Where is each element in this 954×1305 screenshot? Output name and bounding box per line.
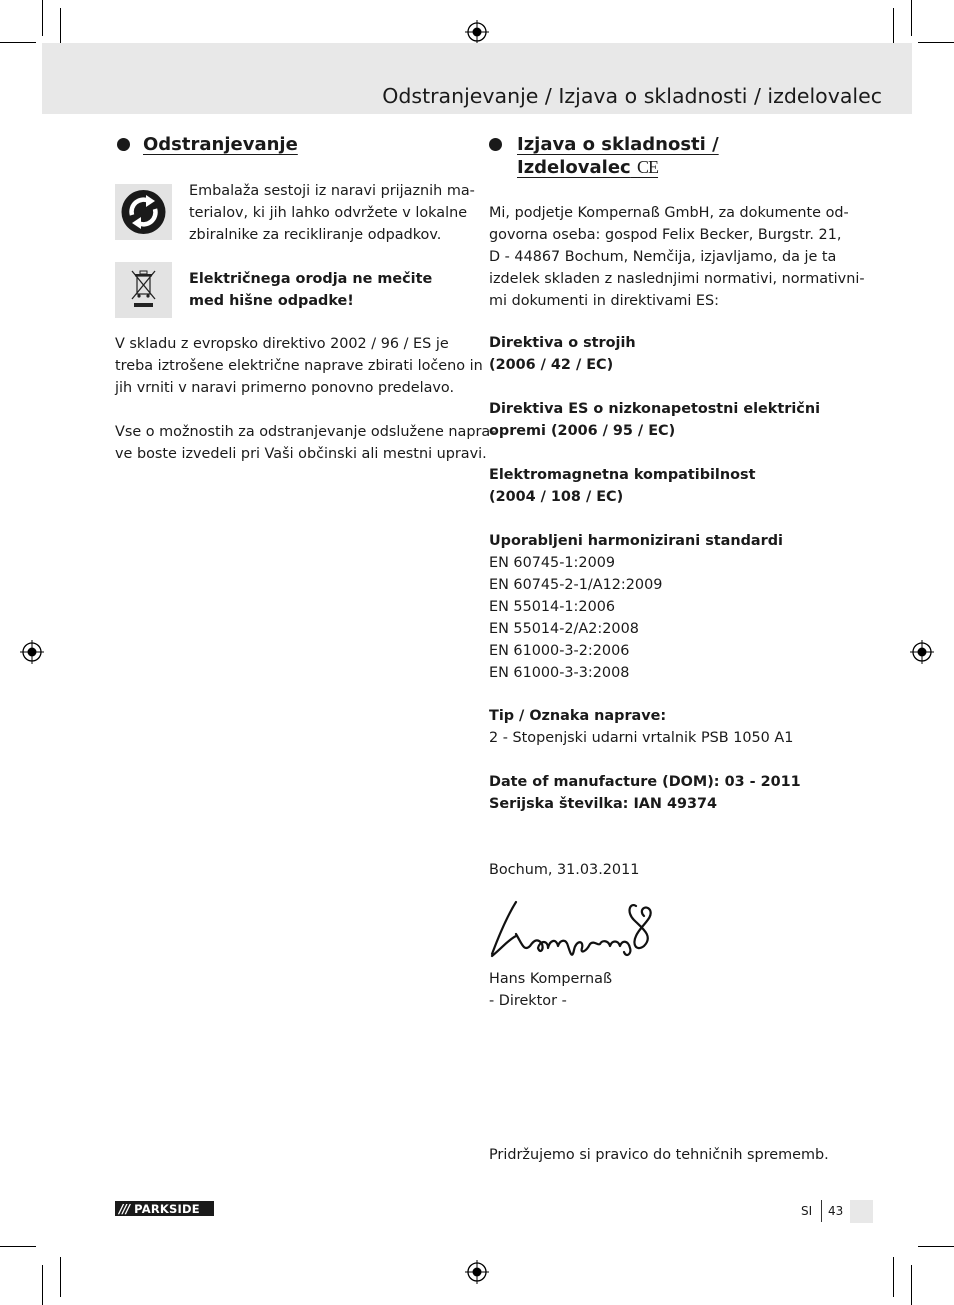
directive-emc: Elektromagnetna kompatibilnost (2004 / 108 / EC) xyxy=(489,467,756,505)
bullet-icon xyxy=(489,138,502,151)
declaration-intro: Mi, podjetje Kompernaß GmbH, za dokumente od- govorna oseba: gospod Felix Becker, Burgstr. 21, D - 44867 Bochum, Nemčija, izjavljamo, da je ta izdelek skladen z naslednjimi normativi, normativni- mi dokumenti in direktivami ES: xyxy=(489,205,865,309)
weee-warning: Električnega orodja ne mečite med hišne odpadke! xyxy=(189,271,433,309)
signature xyxy=(486,896,662,964)
recycle-icon xyxy=(115,184,172,240)
footnote: Pridržujemo si pravico do tehničnih sprememb. xyxy=(489,1147,829,1163)
crop-mark xyxy=(0,1246,36,1247)
standard-item: EN 60745-1:2009 xyxy=(489,555,616,571)
page-language: SI xyxy=(801,1204,813,1218)
section-heading-disposal: Odstranjevanje xyxy=(143,134,298,155)
crop-mark xyxy=(918,42,954,43)
bullet-icon xyxy=(117,138,130,151)
registration-mark-icon xyxy=(910,640,934,664)
signer: Hans Kompernaß - Direktor - xyxy=(489,971,613,1009)
weee-bin-icon xyxy=(115,262,172,318)
brand-logo: /// PARKSIDE xyxy=(115,1201,214,1216)
ce-mark: CE xyxy=(637,157,659,177)
crop-mark xyxy=(42,1265,43,1305)
registration-mark-icon xyxy=(20,640,44,664)
crop-mark xyxy=(893,8,894,44)
registration-mark-icon xyxy=(465,20,489,44)
page-tab-box xyxy=(850,1200,873,1223)
footer-divider xyxy=(821,1200,822,1222)
device-type: Tip / Oznaka naprave: 2 - Stopenjski udarni vrtalnik PSB 1050 A1 xyxy=(489,708,794,746)
standard-item: EN 61000-3-2:2006 xyxy=(489,643,630,659)
page-title: Odstranjevanje / Izjava o skladnosti / izdelovalec xyxy=(382,84,882,108)
directive-machinery: Direktiva o strojih (2006 / 42 / EC) xyxy=(489,335,636,373)
crop-mark xyxy=(60,8,61,44)
disposal-info-paragraph: Vse o možnostih za odstranjevanje odslužene napra- ve boste izvedeli pri Vaši občinski ali mestni upravi. xyxy=(115,424,496,462)
section-heading-declaration: Izjava o skladnosti / Izdelovalec CE xyxy=(517,134,719,178)
standard-item: EN 61000-3-3:2008 xyxy=(489,665,630,681)
directive-paragraph: V skladu z evropsko direktivo 2002 / 96 / ES je treba iztrošene električne naprave zbirati ločeno in jih vrniti v naravi primerno ponovno predelavo. xyxy=(115,336,483,396)
page-number: 43 xyxy=(828,1204,844,1218)
recycle-text: Embalaža sestoji iz naravi prijaznih ma- terialov, ki jih lahko odvržete v lokalne zbiralnike za recikliranje odpadkov. xyxy=(189,183,475,243)
standard-item: EN 55014-1:2006 xyxy=(489,599,616,615)
crop-mark xyxy=(60,1257,61,1297)
manufacture-info: Date of manufacture (DOM): 03 - 2011 Serijska številka: IAN 49374 xyxy=(489,774,801,812)
crop-mark xyxy=(918,1246,954,1247)
crop-mark xyxy=(911,1265,912,1305)
registration-mark-icon xyxy=(465,1260,489,1284)
crop-mark xyxy=(911,0,912,36)
directive-low-voltage: Direktiva ES o nizkonapetostni električni opremi (2006 / 95 / EC) xyxy=(489,401,820,439)
crop-mark xyxy=(893,1257,894,1297)
standard-item: EN 55014-2/A2:2008 xyxy=(489,621,639,637)
crop-mark xyxy=(0,42,36,43)
crop-mark xyxy=(42,0,43,36)
place-date: Bochum, 31.03.2011 xyxy=(489,862,640,878)
parkside-slashes-icon: /// xyxy=(119,1201,130,1216)
standards-block: Uporabljeni harmonizirani standardi EN 60745-1:2009 EN 60745-2-1/A12:2009 EN 55014-1:2006 EN 55014-2/A2:2008 EN 61000-3-2:2006 EN 61000-3-3:2008 xyxy=(489,530,783,684)
standard-item: EN 60745-2-1/A12:2009 xyxy=(489,577,663,593)
